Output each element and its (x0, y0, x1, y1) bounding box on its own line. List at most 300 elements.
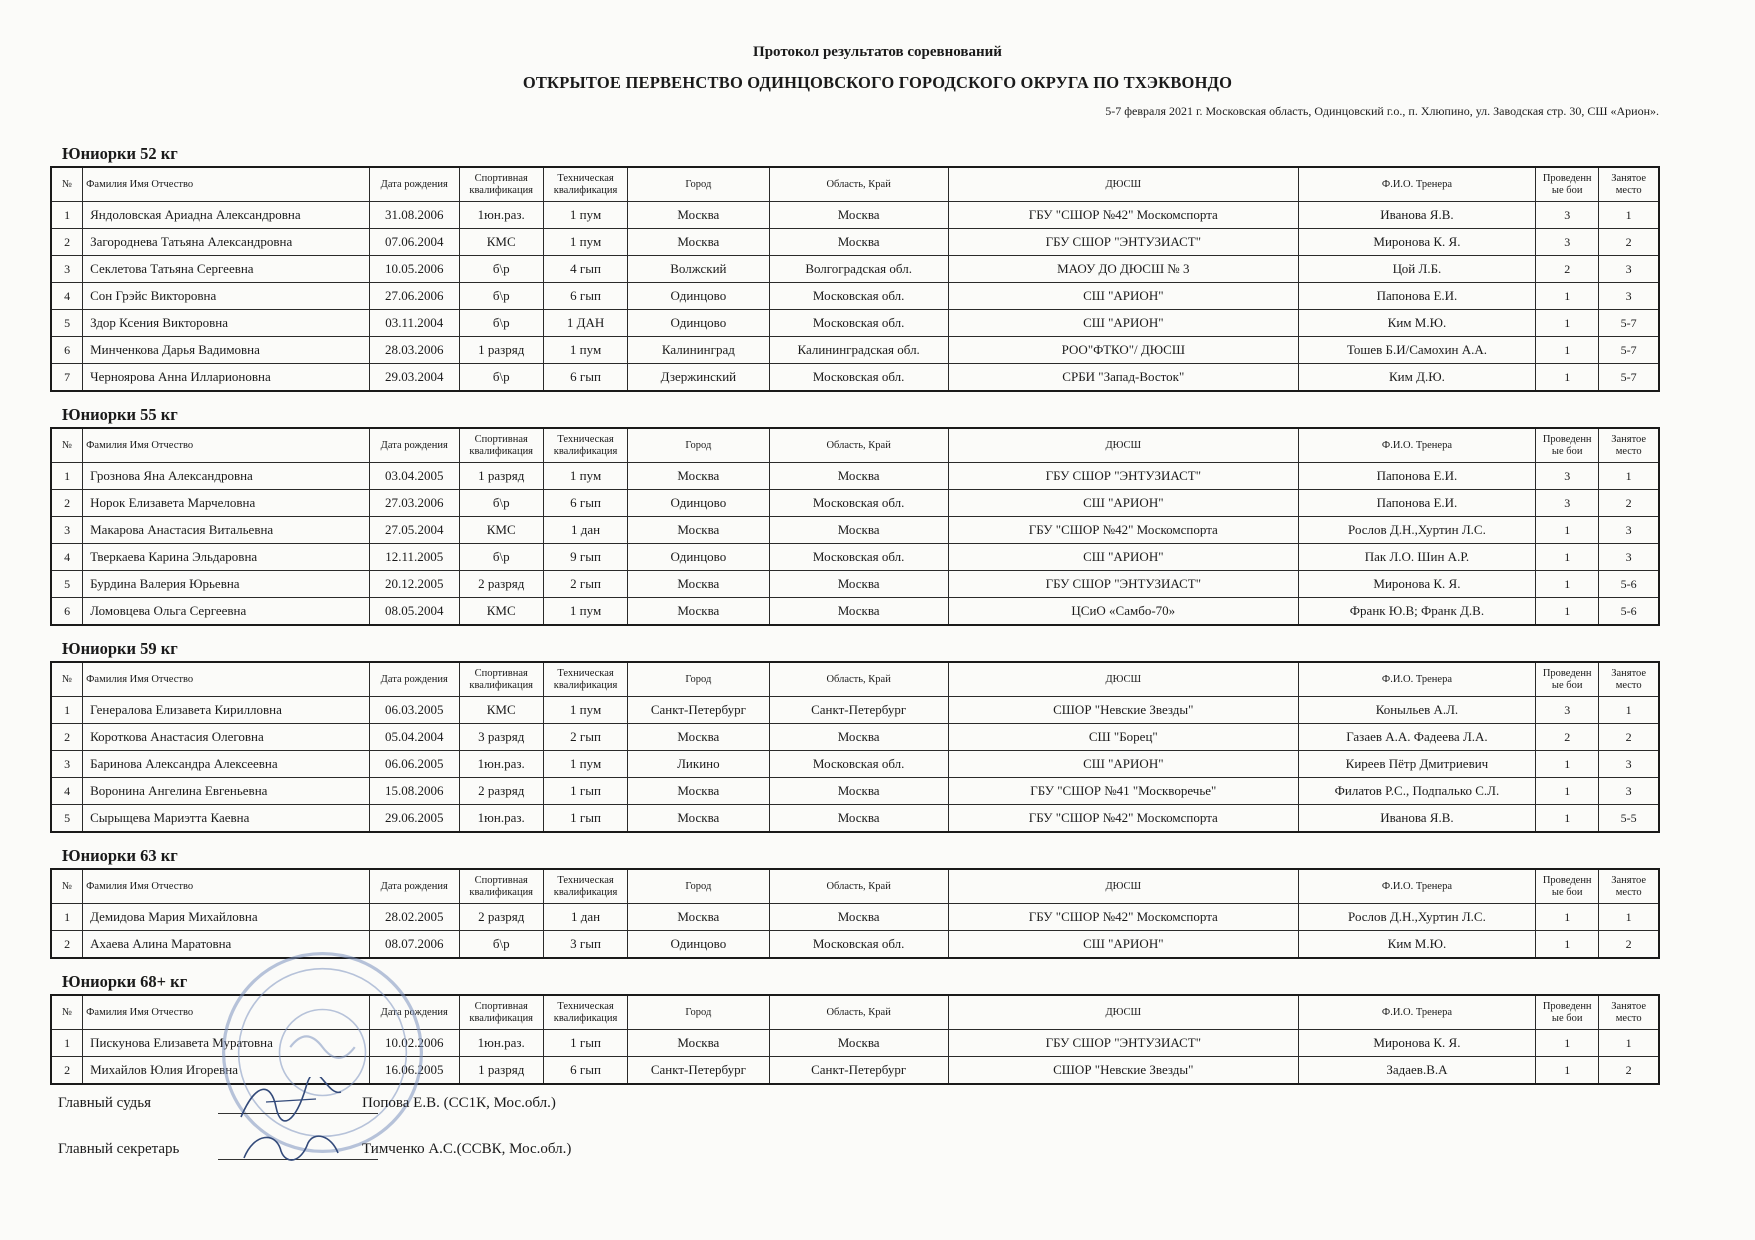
column-header-fio: Фамилия Имя Отчество (83, 995, 370, 1030)
column-header-dob: Дата рождения (369, 428, 459, 463)
cell-school: ГБУ "СШОР №42" Москомспорта (948, 904, 1298, 931)
cell-tech: 1 пум (543, 202, 627, 229)
cell-fights: 1 (1536, 751, 1599, 778)
cell-sport: 3 разряд (459, 724, 543, 751)
column-header-sport: Спортивная квалификация (459, 662, 543, 697)
column-header-city: Город (628, 662, 769, 697)
cell-num: 1 (51, 697, 83, 724)
cell-school: СШ "АРИОН" (948, 931, 1298, 959)
cell-region: Москва (769, 517, 948, 544)
cell-num: 3 (51, 256, 83, 283)
column-header-fights: Проведенн ые бои (1536, 995, 1599, 1030)
results-table (50, 166, 1660, 392)
cell-num: 6 (51, 337, 83, 364)
cell-region: Московская обл. (769, 751, 948, 778)
cell-sport: 1 разряд (459, 337, 543, 364)
cell-fights: 3 (1536, 490, 1599, 517)
cell-coach: Папонова Е.И. (1298, 463, 1535, 490)
cell-dob: 31.08.2006 (369, 202, 459, 229)
column-header-school: ДЮСШ (948, 167, 1298, 202)
column-header-region: Область, Край (769, 428, 948, 463)
cell-region: Московская обл. (769, 931, 948, 959)
cell-dob: 10.05.2006 (369, 256, 459, 283)
column-header-sport: Спортивная квалификация (459, 869, 543, 904)
cell-city: Москва (628, 598, 769, 626)
cell-sport: 1юн.раз. (459, 1030, 543, 1057)
cell-school: СШ "Борец" (948, 724, 1298, 751)
cell-num: 1 (51, 1030, 83, 1057)
table-row (51, 904, 1659, 931)
column-header-school: ДЮСШ (948, 662, 1298, 697)
judge-label: Главный судья (58, 1095, 152, 1111)
cell-school: СРБИ "Запад-Восток" (948, 364, 1298, 392)
cell-place: 5-7 (1599, 337, 1659, 364)
cell-school: ГБУ "СШОР №41 "Москворечье" (948, 778, 1298, 805)
cell-coach: Иванова Я.В. (1298, 805, 1535, 833)
column-header-place: Занятое место (1599, 428, 1659, 463)
table-header-row (51, 662, 1659, 697)
column-header-place: Занятое место (1599, 869, 1659, 904)
cell-num: 6 (51, 598, 83, 626)
column-header-city: Город (628, 995, 769, 1030)
cell-city: Одинцово (628, 544, 769, 571)
cell-city: Москва (628, 904, 769, 931)
cell-fio: Минченкова Дарья Вадимовна (83, 337, 370, 364)
cell-coach: Задаев.В.А (1298, 1057, 1535, 1085)
column-header-region: Область, Край (769, 995, 948, 1030)
table-row (51, 463, 1659, 490)
cell-fights: 3 (1536, 229, 1599, 256)
cell-fights: 3 (1536, 202, 1599, 229)
cell-coach: Ким М.Ю. (1298, 310, 1535, 337)
cell-sport: б\р (459, 544, 543, 571)
cell-sport: 2 разряд (459, 571, 543, 598)
cell-tech: 2 гып (543, 724, 627, 751)
date-place: 5-7 февраля 2021 г. Московская область, Одинцовский г.о., п. Хлюпино, ул. Заводская стр. 30, СШ «Арион». (1105, 104, 1659, 118)
table-row (51, 364, 1659, 392)
cell-fio: Ломовцева Ольга Сергеевна (83, 598, 370, 626)
table-row (51, 310, 1659, 337)
cell-tech: 6 гып (543, 364, 627, 392)
cell-tech: 1 пум (543, 697, 627, 724)
cell-sport: КМС (459, 229, 543, 256)
cell-city: Калининград (628, 337, 769, 364)
cell-dob: 10.02.2006 (369, 1030, 459, 1057)
column-header-num: № (51, 167, 83, 202)
cell-coach: Рослов Д.Н.,Хуртин Л.С. (1298, 904, 1535, 931)
cell-fights: 1 (1536, 337, 1599, 364)
cell-sport: 1 разряд (459, 1057, 543, 1085)
column-header-region: Область, Край (769, 662, 948, 697)
cell-sport: 1юн.раз. (459, 751, 543, 778)
secretary-signature-row (58, 1141, 958, 1187)
table-row (51, 337, 1659, 364)
cell-tech: 1 гып (543, 778, 627, 805)
cell-region: Москва (769, 904, 948, 931)
cell-fights: 2 (1536, 724, 1599, 751)
cell-sport: 1юн.раз. (459, 805, 543, 833)
column-header-place: Занятое место (1599, 167, 1659, 202)
column-header-region: Область, Край (769, 869, 948, 904)
cell-place: 5-5 (1599, 805, 1659, 833)
cell-fio: Сон Грэйс Викторовна (83, 283, 370, 310)
cell-city: Москва (628, 1030, 769, 1057)
cell-place: 3 (1599, 283, 1659, 310)
cell-coach: Миронова К. Я. (1298, 571, 1535, 598)
table-row (51, 229, 1659, 256)
cell-city: Москва (628, 229, 769, 256)
cell-fio: Тверкаева Карина Эльдаровна (83, 544, 370, 571)
cell-fio: Пискунова Елизавета Муратовна (83, 1030, 370, 1057)
judge-signature-row (58, 1095, 958, 1141)
cell-sport: б\р (459, 931, 543, 959)
cell-fio: Яндоловская Ариадна Александровна (83, 202, 370, 229)
cell-place: 2 (1599, 931, 1659, 959)
cell-tech: 4 гып (543, 256, 627, 283)
table-header-row (51, 167, 1659, 202)
cell-school: СШОР "Невские Звезды" (948, 697, 1298, 724)
column-header-fights: Проведенн ые бои (1536, 869, 1599, 904)
cell-fio: Черноярова Анна Илларионовна (83, 364, 370, 392)
cell-fio: Секлетова Татьяна Сергеевна (83, 256, 370, 283)
cell-coach: Ким Д.Ю. (1298, 364, 1535, 392)
column-header-coach: Ф.И.О. Тренера (1298, 428, 1535, 463)
cell-fio: Здор Ксения Викторовна (83, 310, 370, 337)
table-row (51, 544, 1659, 571)
cell-sport: КМС (459, 598, 543, 626)
table-row (51, 571, 1659, 598)
cell-fights: 1 (1536, 1030, 1599, 1057)
cell-sport: 1 разряд (459, 463, 543, 490)
column-header-city: Город (628, 428, 769, 463)
cell-coach: Папонова Е.И. (1298, 283, 1535, 310)
cell-num: 7 (51, 364, 83, 392)
cell-fights: 1 (1536, 364, 1599, 392)
cell-school: РОО"ФТКО"/ ДЮСШ (948, 337, 1298, 364)
cell-fio: Генералова Елизавета Кирилловна (83, 697, 370, 724)
cell-place: 2 (1599, 724, 1659, 751)
cell-num: 1 (51, 202, 83, 229)
column-header-place: Занятое место (1599, 662, 1659, 697)
table-row (51, 598, 1659, 626)
cell-coach: Иванова Я.В. (1298, 202, 1535, 229)
column-header-dob: Дата рождения (369, 869, 459, 904)
cell-school: ГБУ СШОР "ЭНТУЗИАСТ" (948, 463, 1298, 490)
column-header-region: Область, Край (769, 167, 948, 202)
cell-region: Москва (769, 202, 948, 229)
column-header-tech: Техническая квалификация (543, 167, 627, 202)
cell-fights: 1 (1536, 283, 1599, 310)
section-title: Юниорки 68+ кг (62, 972, 188, 991)
cell-place: 3 (1599, 751, 1659, 778)
cell-place: 5-7 (1599, 310, 1659, 337)
table-row (51, 517, 1659, 544)
cell-fio: Демидова Мария Михайловна (83, 904, 370, 931)
column-header-num: № (51, 995, 83, 1030)
cell-place: 1 (1599, 1030, 1659, 1057)
cell-sport: 1юн.раз. (459, 202, 543, 229)
cell-dob: 29.03.2004 (369, 364, 459, 392)
judge-name: Попова Е.В. (СС1К, Мос.обл.) (362, 1095, 556, 1111)
cell-fights: 1 (1536, 544, 1599, 571)
cell-city: Одинцово (628, 490, 769, 517)
column-header-fio: Фамилия Имя Отчество (83, 167, 370, 202)
cell-tech: 1 дан (543, 517, 627, 544)
cell-sport: 2 разряд (459, 904, 543, 931)
column-header-fights: Проведенн ые бои (1536, 662, 1599, 697)
column-header-num: № (51, 869, 83, 904)
cell-region: Московская обл. (769, 364, 948, 392)
cell-tech: 1 пум (543, 751, 627, 778)
cell-tech: 1 пум (543, 337, 627, 364)
cell-sport: б\р (459, 256, 543, 283)
cell-num: 2 (51, 490, 83, 517)
cell-tech: 6 гып (543, 490, 627, 517)
cell-coach: Цой Л.Б. (1298, 256, 1535, 283)
cell-num: 2 (51, 1057, 83, 1085)
cell-num: 4 (51, 778, 83, 805)
column-header-tech: Техническая квалификация (543, 995, 627, 1030)
cell-coach: Ким М.Ю. (1298, 931, 1535, 959)
cell-fio: Михайлов Юлия Игоревна (83, 1057, 370, 1085)
cell-fights: 1 (1536, 571, 1599, 598)
cell-region: Московская обл. (769, 283, 948, 310)
cell-city: Москва (628, 571, 769, 598)
cell-num: 3 (51, 517, 83, 544)
cell-place: 1 (1599, 697, 1659, 724)
cell-coach: Киреев Пётр Дмитриевич (1298, 751, 1535, 778)
cell-tech: 9 гып (543, 544, 627, 571)
column-header-coach: Ф.И.О. Тренера (1298, 995, 1535, 1030)
table-row (51, 805, 1659, 833)
cell-sport: б\р (459, 364, 543, 392)
cell-fio: Бурдина Валерия Юрьевна (83, 571, 370, 598)
cell-dob: 15.08.2006 (369, 778, 459, 805)
cell-school: СШ "АРИОН" (948, 751, 1298, 778)
cell-num: 2 (51, 229, 83, 256)
cell-fights: 1 (1536, 805, 1599, 833)
cell-region: Москва (769, 598, 948, 626)
cell-region: Москва (769, 1030, 948, 1057)
cell-coach: Филатов Р.С., Подпалько С.Л. (1298, 778, 1535, 805)
section-title: Юниорки 52 кг (62, 144, 178, 163)
cell-tech: 2 гып (543, 571, 627, 598)
cell-region: Москва (769, 463, 948, 490)
cell-tech: 6 гып (543, 1057, 627, 1085)
column-header-tech: Техническая квалификация (543, 428, 627, 463)
cell-fights: 3 (1536, 697, 1599, 724)
cell-region: Москва (769, 229, 948, 256)
cell-school: ГБУ СШОР "ЭНТУЗИАСТ" (948, 1030, 1298, 1057)
cell-dob: 05.04.2004 (369, 724, 459, 751)
column-header-sport: Спортивная квалификация (459, 995, 543, 1030)
cell-tech: 1 пум (543, 229, 627, 256)
secretary-name: Тимченко А.С.(ССВК, Мос.обл.) (362, 1141, 572, 1157)
cell-sport: КМС (459, 697, 543, 724)
table-row (51, 283, 1659, 310)
cell-region: Москва (769, 778, 948, 805)
cell-place: 1 (1599, 463, 1659, 490)
cell-city: Москва (628, 724, 769, 751)
cell-region: Калининградская обл. (769, 337, 948, 364)
cell-city: Одинцово (628, 931, 769, 959)
cell-city: Москва (628, 463, 769, 490)
cell-place: 1 (1599, 904, 1659, 931)
cell-num: 5 (51, 805, 83, 833)
cell-school: ГБУ "СШОР №42" Москомспорта (948, 805, 1298, 833)
cell-city: Волжский (628, 256, 769, 283)
signatures (58, 1095, 958, 1187)
table-row (51, 202, 1659, 229)
cell-fio: Короткова Анастасия Олеговна (83, 724, 370, 751)
column-header-sport: Спортивная квалификация (459, 428, 543, 463)
cell-fights: 1 (1536, 598, 1599, 626)
table-row (51, 724, 1659, 751)
cell-coach: Миронова К. Я. (1298, 229, 1535, 256)
cell-city: Москва (628, 805, 769, 833)
column-header-fio: Фамилия Имя Отчество (83, 869, 370, 904)
cell-city: Санкт-Петербург (628, 697, 769, 724)
cell-dob: 07.06.2004 (369, 229, 459, 256)
cell-fio: Воронина Ангелина Евгеньевна (83, 778, 370, 805)
cell-school: ГБУ СШОР "ЭНТУЗИАСТ" (948, 229, 1298, 256)
column-header-fights: Проведенн ые бои (1536, 167, 1599, 202)
cell-num: 1 (51, 904, 83, 931)
cell-coach: Миронова К. Я. (1298, 1030, 1535, 1057)
cell-place: 5-6 (1599, 598, 1659, 626)
column-header-tech: Техническая квалификация (543, 662, 627, 697)
cell-sport: КМС (459, 517, 543, 544)
cell-fights: 1 (1536, 931, 1599, 959)
cell-sport: б\р (459, 490, 543, 517)
cell-school: СШ "АРИОН" (948, 310, 1298, 337)
cell-school: ГБУ "СШОР №42" Москомспорта (948, 202, 1298, 229)
column-header-dob: Дата рождения (369, 662, 459, 697)
section-title: Юниорки 59 кг (62, 639, 178, 658)
cell-dob: 27.06.2006 (369, 283, 459, 310)
cell-coach: Тошев Б.И/Самохин А.А. (1298, 337, 1535, 364)
cell-school: СШ "АРИОН" (948, 283, 1298, 310)
table-row (51, 490, 1659, 517)
column-header-city: Город (628, 869, 769, 904)
cell-tech: 1 гып (543, 1030, 627, 1057)
cell-region: Московская обл. (769, 544, 948, 571)
table-header-row (51, 869, 1659, 904)
column-header-num: № (51, 662, 83, 697)
cell-dob: 12.11.2005 (369, 544, 459, 571)
cell-num: 4 (51, 544, 83, 571)
cell-place: 5-6 (1599, 571, 1659, 598)
cell-num: 5 (51, 571, 83, 598)
cell-place: 3 (1599, 256, 1659, 283)
document-title: Протокол результатов соревнований (753, 44, 1002, 60)
table-header-row (51, 428, 1659, 463)
cell-place: 3 (1599, 544, 1659, 571)
column-header-fights: Проведенн ые бои (1536, 428, 1599, 463)
cell-tech: 1 дан (543, 904, 627, 931)
cell-coach: Коныльев А.Л. (1298, 697, 1535, 724)
column-header-school: ДЮСШ (948, 428, 1298, 463)
cell-fights: 1 (1536, 904, 1599, 931)
column-header-dob: Дата рождения (369, 167, 459, 202)
cell-fights: 1 (1536, 1057, 1599, 1085)
column-header-place: Занятое место (1599, 995, 1659, 1030)
cell-place: 5-7 (1599, 364, 1659, 392)
cell-coach: Газаев А.А. Фадеева Л.А. (1298, 724, 1535, 751)
cell-fio: Ахаева Алина Маратовна (83, 931, 370, 959)
table-row (51, 256, 1659, 283)
cell-dob: 29.06.2005 (369, 805, 459, 833)
cell-tech: 1 пум (543, 463, 627, 490)
cell-num: 5 (51, 310, 83, 337)
cell-coach: Пак Л.О. Шин А.Р. (1298, 544, 1535, 571)
cell-school: СШ "АРИОН" (948, 544, 1298, 571)
section-title: Юниорки 55 кг (62, 405, 178, 424)
results-table (50, 661, 1660, 833)
cell-place: 3 (1599, 778, 1659, 805)
cell-coach: Франк Ю.В; Франк Д.В. (1298, 598, 1535, 626)
cell-region: Санкт-Петербург (769, 1057, 948, 1085)
cell-tech: 1 гып (543, 805, 627, 833)
cell-coach: Рослов Д.Н.,Хуртин Л.С. (1298, 517, 1535, 544)
cell-city: Одинцово (628, 310, 769, 337)
cell-region: Московская обл. (769, 490, 948, 517)
column-header-school: ДЮСШ (948, 995, 1298, 1030)
column-header-coach: Ф.И.О. Тренера (1298, 662, 1535, 697)
column-header-dob: Дата рождения (369, 995, 459, 1030)
secretary-label: Главный секретарь (58, 1141, 180, 1157)
column-header-coach: Ф.И.О. Тренера (1298, 167, 1535, 202)
cell-sport: б\р (459, 310, 543, 337)
cell-school: СШОР "Невские Звезды" (948, 1057, 1298, 1085)
cell-fio: Баринова Александра Алексеевна (83, 751, 370, 778)
cell-num: 2 (51, 724, 83, 751)
column-header-fio: Фамилия Имя Отчество (83, 428, 370, 463)
cell-city: Москва (628, 778, 769, 805)
cell-dob: 20.12.2005 (369, 571, 459, 598)
cell-coach: Папонова Е.И. (1298, 490, 1535, 517)
cell-dob: 28.03.2006 (369, 337, 459, 364)
cell-dob: 06.06.2005 (369, 751, 459, 778)
cell-fio: Норок Елизавета Марчеловна (83, 490, 370, 517)
column-header-sport: Спортивная квалификация (459, 167, 543, 202)
cell-region: Москва (769, 805, 948, 833)
column-header-school: ДЮСШ (948, 869, 1298, 904)
cell-city: Москва (628, 517, 769, 544)
table-row (51, 751, 1659, 778)
cell-city: Санкт-Петербург (628, 1057, 769, 1085)
secretary-signature-icon (236, 1123, 346, 1173)
cell-num: 4 (51, 283, 83, 310)
cell-fights: 1 (1536, 517, 1599, 544)
cell-school: МАОУ ДО ДЮСШ № 3 (948, 256, 1298, 283)
cell-fights: 1 (1536, 310, 1599, 337)
cell-city: Москва (628, 202, 769, 229)
cell-fights: 3 (1536, 463, 1599, 490)
cell-school: ГБУ "СШОР №42" Москомспорта (948, 517, 1298, 544)
cell-region: Москва (769, 724, 948, 751)
cell-city: Дзержинский (628, 364, 769, 392)
cell-dob: 27.03.2006 (369, 490, 459, 517)
cell-num: 2 (51, 931, 83, 959)
cell-dob: 08.07.2006 (369, 931, 459, 959)
column-header-num: № (51, 428, 83, 463)
cell-dob: 28.02.2005 (369, 904, 459, 931)
section-title: Юниорки 63 кг (62, 846, 178, 865)
cell-fio: Загороднева Татьяна Александровна (83, 229, 370, 256)
cell-fio: Сырыщева Мариэтта Каевна (83, 805, 370, 833)
cell-region: Московская обл. (769, 310, 948, 337)
